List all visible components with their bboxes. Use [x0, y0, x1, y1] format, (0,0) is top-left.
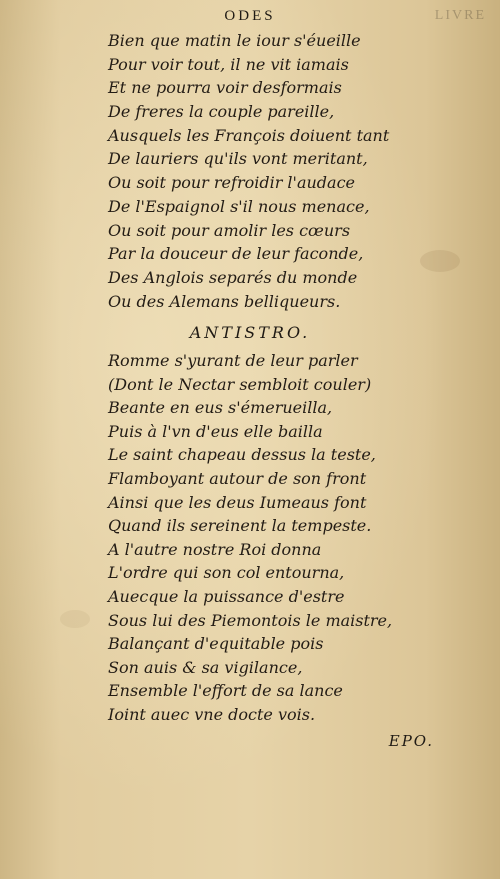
- verse-line: Des Anglois separés du monde: [108, 267, 358, 287]
- strophe-1: [108, 29, 389, 313]
- verse-line: Ainsi que les deus Iumeaus font: [108, 492, 367, 512]
- verse-line: L'ordre qui son col entourna,: [108, 563, 345, 583]
- verse-line: Quand ils sereinent la tempeste.: [108, 516, 372, 536]
- verse-line: Ioint auec vne docte vois.: [108, 704, 316, 724]
- verse-line: Ou soit pour amolir les cœurs: [108, 220, 351, 240]
- section-title-antistrophe: ANTISTRO.: [189, 323, 311, 342]
- verse-line: Balançant d'equitable pois: [108, 634, 324, 654]
- verse-line: Bien que matin le iour s'éueille: [108, 31, 361, 50]
- verse-line: Ou des Alemans belliqueurs.: [108, 291, 341, 311]
- running-header: [0, 8, 500, 25]
- verse-line: Le saint chapeau dessus la teste,: [108, 445, 376, 465]
- verse-line: Beante en eus s'émerueilla,: [108, 398, 333, 418]
- verse-line: Son auis & sa vigilance,: [108, 657, 303, 677]
- running-title: ODES: [224, 8, 276, 24]
- catchword: EPO.: [388, 732, 434, 750]
- verse-line: Par la douceur de leur faconde,: [108, 244, 364, 264]
- paper-stain: [420, 250, 460, 272]
- verse-line: Et ne pourra voir desformais: [108, 78, 342, 98]
- verse-line: Flamboyant autour de son front: [108, 468, 367, 488]
- verse-line: A l'autre nostre Roi donna: [108, 539, 322, 559]
- verse-line: Romme s'yurant de leur parler: [108, 351, 358, 370]
- antistrophe: [108, 349, 392, 727]
- verse-line: Ensemble l'effort de sa lance: [108, 681, 343, 701]
- paper-stain: [60, 610, 90, 628]
- verse-line: De l'Espaignol s'il nous menace,: [108, 196, 370, 216]
- verse-line: Pour voir tout, il ne vit iamais: [108, 54, 349, 74]
- verse-line: De lauriers qu'ils vont meritant,: [108, 149, 368, 169]
- verse-line: Puis à l'vn d'eus elle bailla: [108, 421, 323, 441]
- verse-line: Ou soit pour refroidir l'audace: [108, 173, 355, 193]
- verse-line: Ausquels les François doiuent tant: [108, 125, 390, 145]
- verse-line: (Dont le Nectar sembloit couler): [108, 374, 372, 394]
- verse-line: Sous lui des Piemontois le maistre,: [108, 610, 393, 630]
- bleed-through-header: LIVRE: [434, 8, 486, 23]
- verse-line: De freres la couple pareille,: [108, 102, 335, 122]
- verse-line: Auecque la puissance d'estre: [108, 586, 345, 606]
